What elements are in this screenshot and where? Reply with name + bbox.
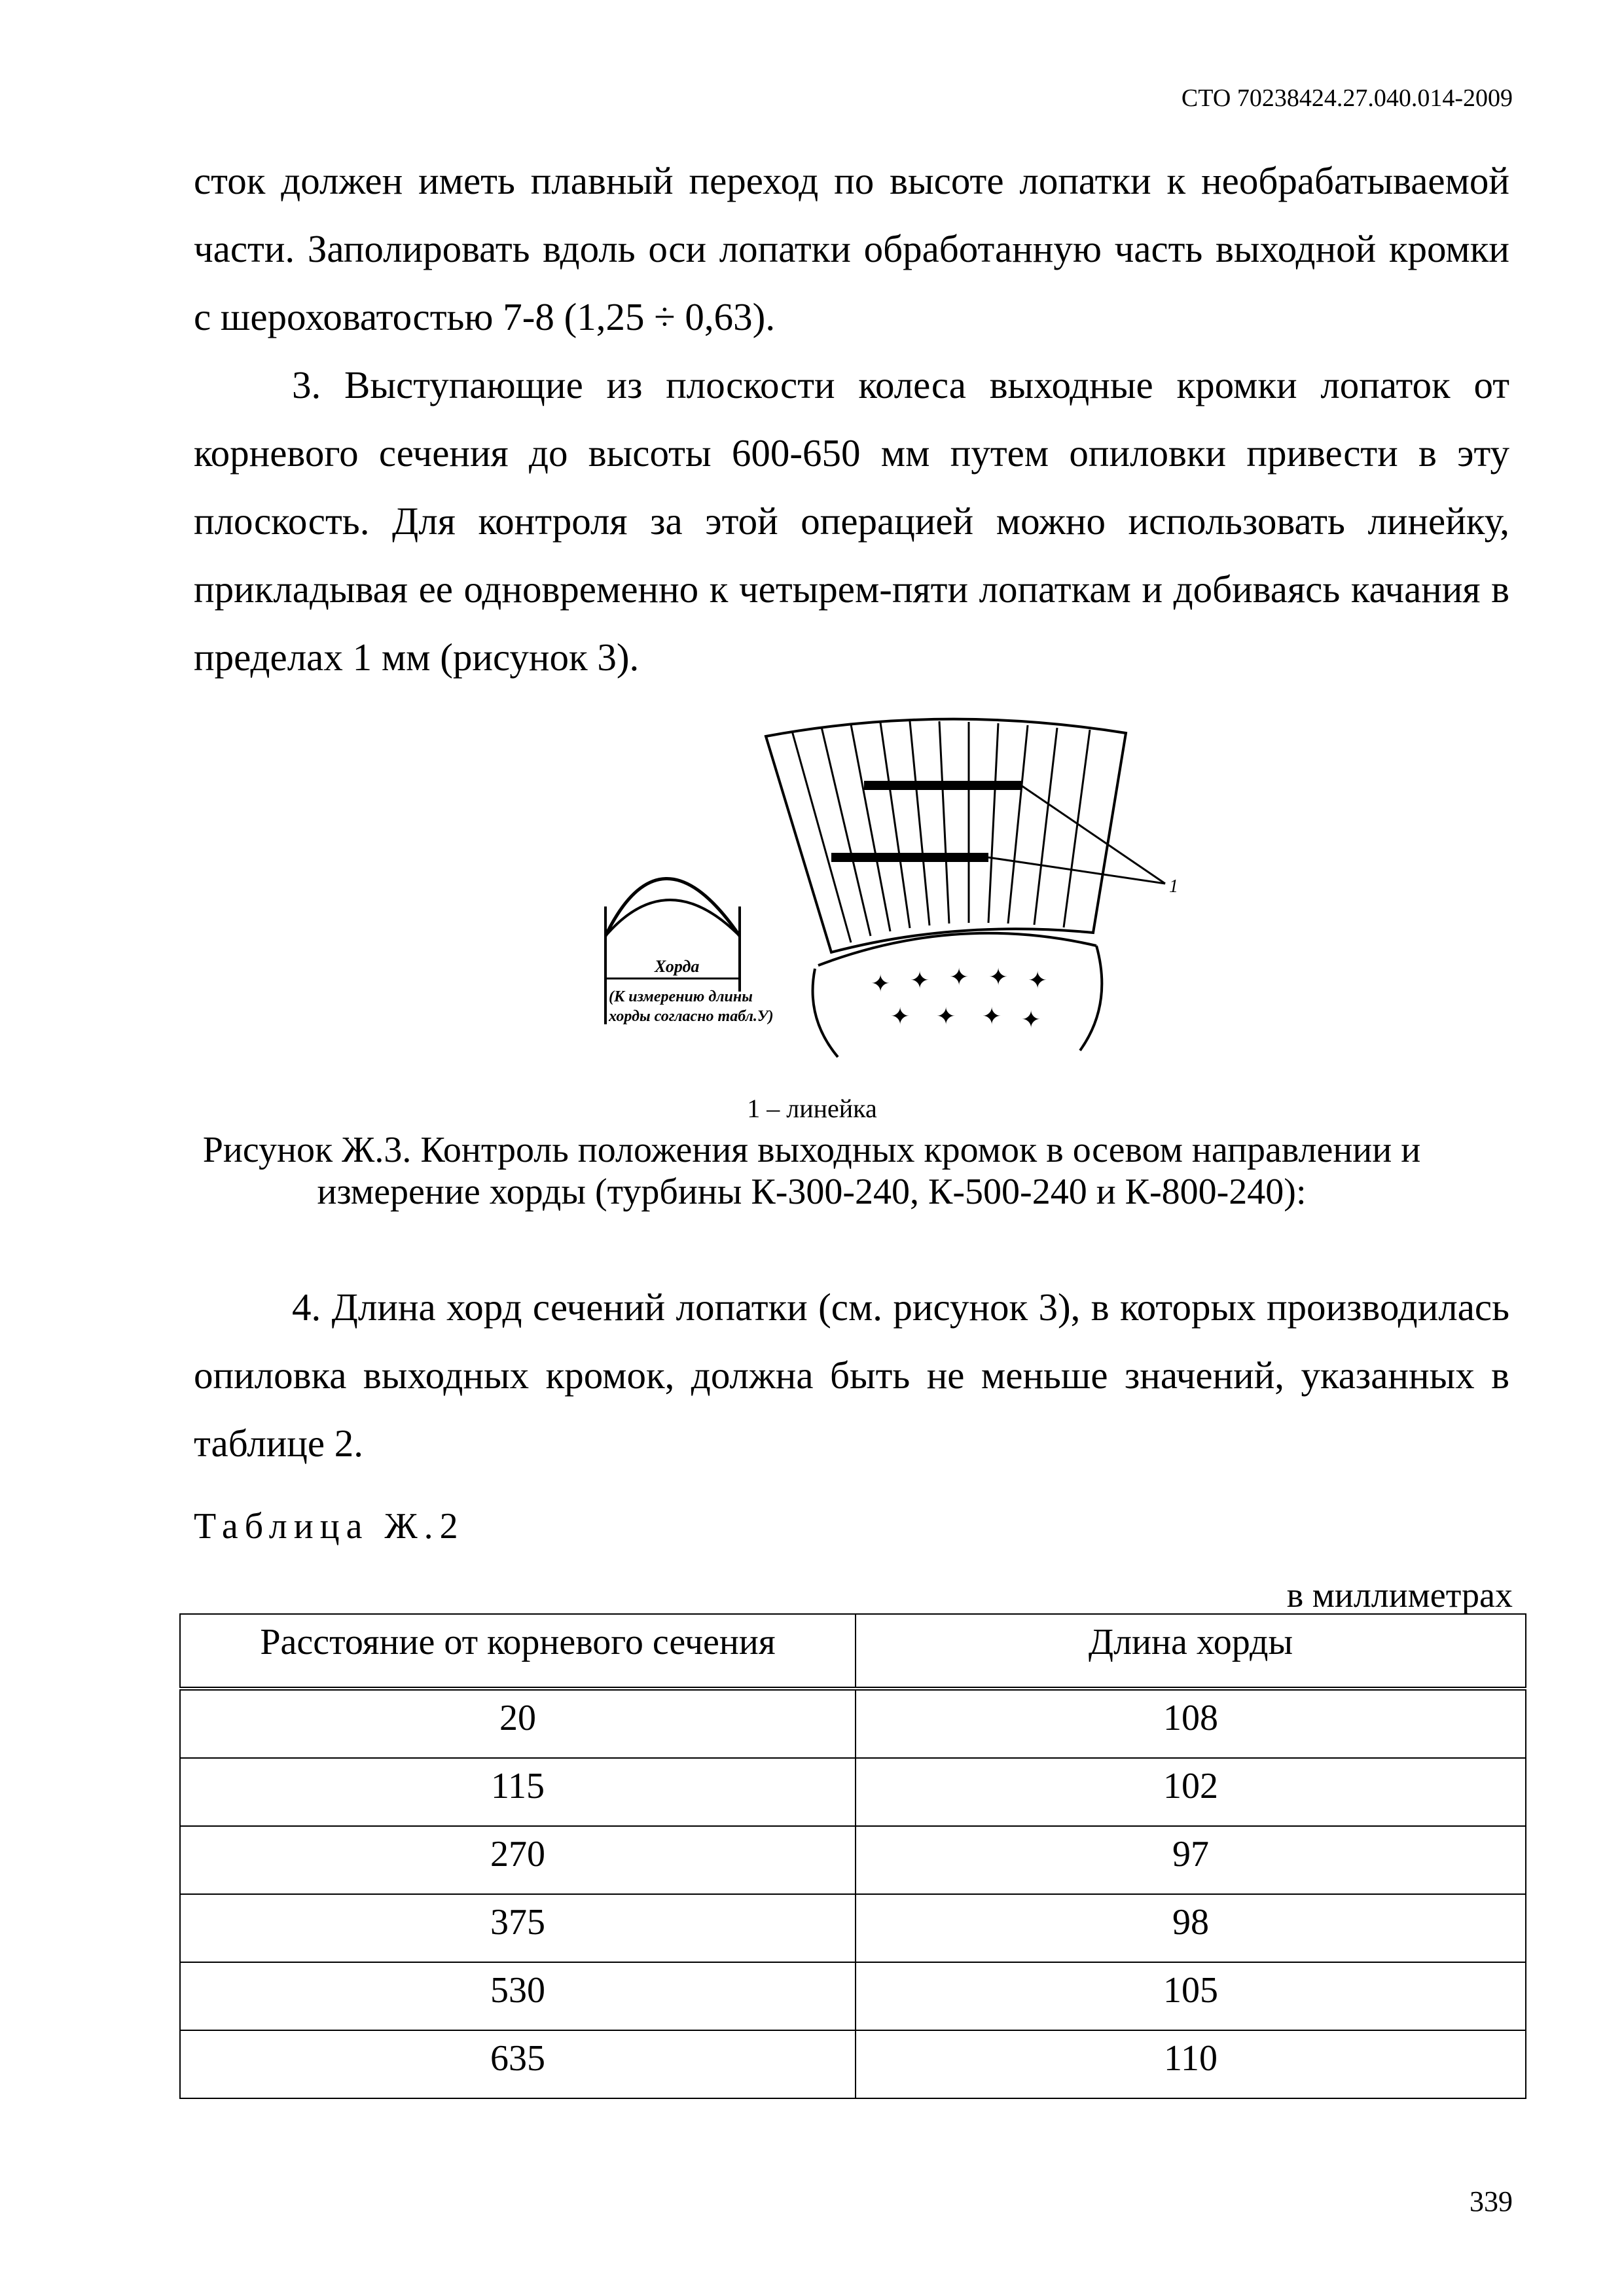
chord-note-line1: (К измерению длины: [609, 988, 753, 1005]
table-row: [180, 1962, 1526, 2030]
chord-length-table: [179, 1613, 1526, 2099]
chord-note-line2: хорды согласно табл.У): [609, 1008, 774, 1025]
cell-chord-length: 105: [856, 1962, 1526, 2030]
table-unit: в миллиметрах: [1286, 1575, 1513, 1615]
svg-text:✦: ✦: [871, 971, 891, 997]
svg-text:✦: ✦: [1028, 967, 1048, 994]
svg-text:✦: ✦: [949, 964, 969, 991]
cell-distance: 635: [180, 2030, 856, 2098]
figure-blade-control: [589, 710, 1244, 1077]
blade-division-lines: [792, 721, 1090, 942]
callout-leader-lower: [988, 857, 1165, 884]
cell-chord-length: 108: [856, 1689, 1526, 1758]
callout-number: 1: [1169, 876, 1178, 897]
cell-distance: 115: [180, 1758, 856, 1826]
table-label: Таблица Ж.2: [194, 1506, 465, 1547]
disk-outline: [813, 946, 1102, 1057]
cell-distance: 375: [180, 1894, 856, 1962]
svg-text:✦: ✦: [988, 964, 1009, 991]
svg-text:✦: ✦: [936, 1003, 956, 1030]
figure-caption: Рисунок Ж.3. Контроль положения выходных кромок в осевом направлении и измерение хорды (турбины К-300-240, К-500-240 и К-800-240):: [202, 1130, 1421, 1212]
chord-label: Хорда: [655, 957, 700, 976]
table-row: [180, 1689, 1526, 1758]
cell-chord-length: 102: [856, 1758, 1526, 1826]
blade-root-arc: [818, 933, 1096, 965]
paragraph-continuation: сток должен иметь плавный переход по высоте лопатки к необрабатываемой части. Заполировать вдоль оси лопатки обработанную часть выходной кромки с шероховатостью 7-8 (1,25 ÷ 0,63).: [194, 159, 1509, 338]
header-distance: Расстояние от корневого сечения: [180, 1614, 856, 1689]
cell-chord-length: 97: [856, 1826, 1526, 1894]
blade-fan-outline: [766, 719, 1126, 952]
paragraph-item-4: 4. Длина хорд сечений лопатки (см. рисунок 3), в которых производилась опиловка выходных кромок, должна быть не меньше значений, указанных в таблице 2.: [194, 1285, 1509, 1465]
document-code: СТО 70238424.27.040.014-2009: [1181, 84, 1513, 112]
table-row: [180, 1894, 1526, 1962]
table-row: [180, 2030, 1526, 2098]
cell-chord-length: 98: [856, 1894, 1526, 1962]
figure-drawing: [589, 710, 1244, 1077]
callout-leader-upper: [1021, 785, 1165, 884]
svg-text:✦: ✦: [910, 967, 930, 994]
svg-text:✦: ✦: [890, 1003, 911, 1030]
paragraph-item-3: 3. Выступающие из плоскости колеса выходные кромки лопаток от корневого сечения до высоты 600-650 мм путем опиловки привести в эту плоскость. Для контроля за этой операцией можно использовать линейку, прикладывая ее одновременно к четырем-пяти лопаткам и добиваясь качания в пределах 1 мм (рисунок 3).: [194, 363, 1509, 679]
figure-legend: 1 – линейка: [747, 1094, 877, 1123]
table-row: [180, 1758, 1526, 1826]
table-row: [180, 1826, 1526, 1894]
cell-distance: 270: [180, 1826, 856, 1894]
table-header-row: [180, 1614, 1526, 1689]
chord-profile-outer: [605, 879, 740, 937]
header-chord-length: Длина хорды: [856, 1614, 1526, 1689]
svg-text:✦: ✦: [1021, 1007, 1041, 1033]
cell-chord-length: 110: [856, 2030, 1526, 2098]
cell-distance: 20: [180, 1689, 856, 1758]
svg-text:✦: ✦: [982, 1003, 1002, 1030]
disk-rivet-marks: [871, 964, 1047, 1033]
cell-distance: 530: [180, 1962, 856, 2030]
page-number: 339: [1470, 2185, 1513, 2217]
